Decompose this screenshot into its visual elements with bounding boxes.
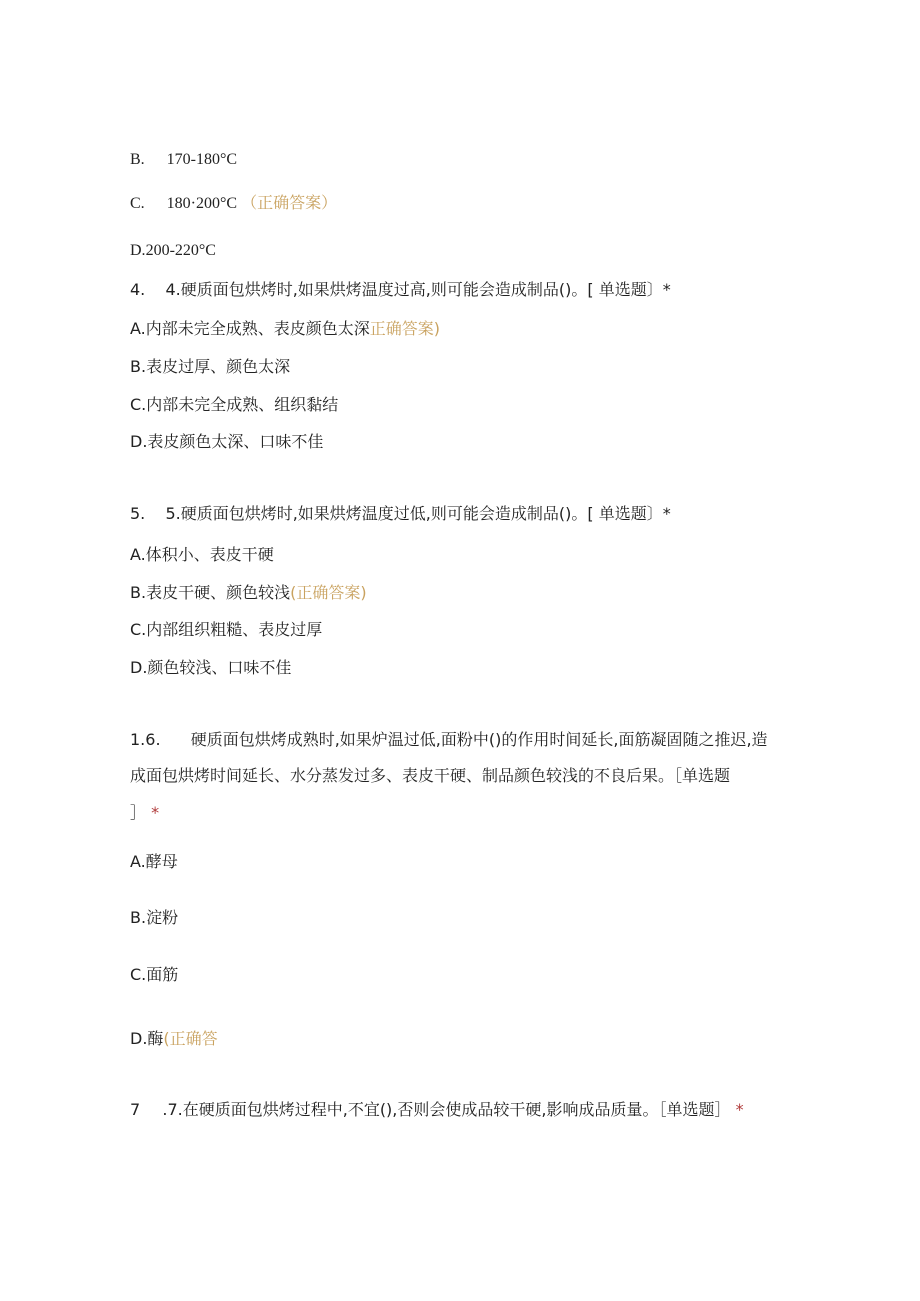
option-label: D. [130,242,146,259]
q6-stem-line-3 [130,803,790,823]
question-number: 1.6. [130,730,161,749]
q4-option-c [130,395,338,415]
q4-stem [130,280,671,300]
q5-option-c [130,620,322,640]
option-text: A.体积小、表皮干硬 [130,545,274,564]
question-text: 4.硬质面包烘烤时,如果烘烤温度过高,则可能会造成制品()。[ 单选题〕* [165,280,671,299]
q4-option-b [130,357,290,377]
correct-answer-badge: (正确答案) [290,583,367,602]
option-text: B.淀粉 [130,908,179,927]
option-text: D.颜色较浅、口味不佳 [130,658,292,677]
q5-option-d [130,658,291,678]
correct-answer-badge: 正确答案) [369,319,441,338]
option-text: 170-180°C [166,151,238,168]
option-text: D.酶 [130,1029,164,1048]
option-text: B.表皮干硬、颜色较浅 [130,583,291,602]
option-text: C.面筋 [130,965,179,984]
question-number: 7 [130,1100,141,1119]
question-text: .7.在硬质面包烘烤过程中,不宜(),否则会使成品较干硬,影响成品质量。［单选题］ [162,1100,731,1119]
option-text: A.酵母 [130,852,178,871]
q5-stem [130,504,671,524]
correct-answer-badge: (正确答 [163,1029,218,1048]
q6-option-c [130,965,178,985]
q7-stem [130,1100,744,1120]
required-star: * [735,1100,744,1119]
q6-option-b [130,908,178,928]
q3-option-d [130,241,216,261]
option-text: B.表皮过厚、颜色太深 [130,357,291,376]
question-text: 成面包烘烤时间延长、水分蒸发过多、表皮干硬、制品颜色较浅的不良后果。［单选题 [130,766,731,785]
question-number: 4. [130,280,146,299]
correct-answer-badge: （正确答案） [241,193,338,212]
q4-option-a [130,319,440,339]
option-label: B. [130,151,145,168]
q3-option-c [130,193,337,214]
q4-option-d [130,432,323,452]
question-number: 5. [130,504,146,523]
required-star: * [151,803,160,822]
option-text: C.内部组织粗糙、表皮过厚 [130,620,323,639]
option-text: 180·200°C [166,195,238,212]
option-label: C. [130,195,145,212]
q6-stem-line-2 [130,766,790,786]
question-text: ］ [130,803,147,822]
q6-stem-line-1 [130,730,790,750]
option-text: 200-220°C [145,242,216,259]
option-text: A.内部未完全成熟、表皮颜色太深 [130,319,370,338]
q3-option-b [130,150,237,170]
q6-option-d [130,1029,218,1049]
option-text: D.表皮颜色太深、口味不佳 [130,432,324,451]
option-text: C.内部未完全成熟、组织黏结 [130,395,339,414]
question-text: 硬质面包烘烤成熟时,如果炉温过低,面粉中()的作用时间延长,面筋凝固随之推迟,造 [190,730,768,749]
q5-option-b [130,583,367,603]
question-text: 5.硬质面包烘烤时,如果烘烤温度过低,则可能会造成制品()。[ 单选题〕* [165,504,671,523]
q5-option-a [130,545,274,565]
q6-option-a [130,852,178,872]
